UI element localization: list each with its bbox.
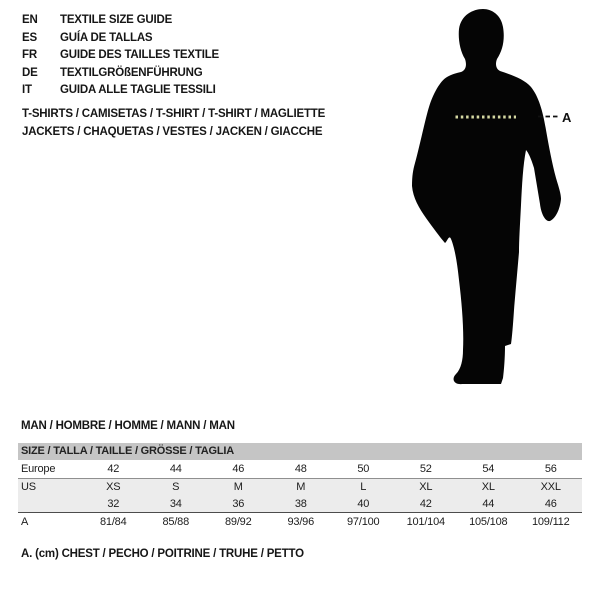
table-row-chest-a (18, 512, 582, 531)
language-row (22, 65, 219, 83)
table-cell: S (172, 481, 180, 493)
size-table-header: SIZE / TALLA / TAILLE / GRÖSSE / TAGLIA (18, 443, 582, 460)
table-cell: 105/108 (469, 516, 508, 528)
man-silhouette (412, 9, 561, 384)
table-cell: XS (106, 481, 121, 493)
category-line: T-SHIRTS / CAMISETAS / T-SHIRT / T-SHIRT / MAGLIETTE (22, 108, 326, 120)
table-cell: M (233, 481, 243, 493)
language-label: GUÍA DE TALLAS (60, 31, 153, 44)
table-cell: 48 (294, 463, 307, 475)
table-cell: 97/100 (347, 516, 380, 528)
table-cell: 42 (107, 463, 120, 475)
table-band (18, 479, 582, 512)
measurement-footnote: A. (cm) CHEST / PECHO / POITRINE / TRUHE / PETTO (21, 548, 304, 560)
table-row-numeric (18, 495, 582, 512)
table-cell: XL (419, 481, 433, 493)
language-row (22, 12, 219, 30)
table-cell: 38 (294, 497, 307, 510)
table-cell: L (360, 481, 367, 493)
language-label: GUIDA ALLE TAGLIE TESSILI (60, 84, 216, 96)
table-cell: 109/112 (531, 516, 570, 528)
table-cell: 85/88 (162, 516, 190, 528)
row-label: A (21, 516, 29, 528)
table-cell: 44 (169, 463, 182, 475)
table-cell: 46 (232, 463, 245, 475)
table-cell: 42 (419, 497, 432, 510)
language-code: IT (22, 84, 32, 96)
row-label: Europe (21, 463, 56, 475)
table-row-europe (18, 460, 582, 479)
language-label: TEXTILGRÖßENFÜHRUNG (60, 66, 203, 79)
measure-label-a: A (562, 110, 572, 125)
table-cell: 54 (482, 463, 495, 475)
section-title: MAN / HOMBRE / HOMME / MANN / MAN (21, 420, 235, 432)
table-cell: 89/92 (224, 516, 252, 528)
language-row (22, 47, 219, 65)
table-cell: 93/96 (287, 516, 315, 528)
table-cell: 36 (232, 497, 245, 510)
man-silhouette-figure (405, 0, 585, 400)
table-cell: XXL (540, 481, 561, 493)
size-table (18, 443, 582, 531)
language-code: FR (22, 49, 37, 61)
table-cell: 101/104 (406, 516, 445, 528)
table-cell: 34 (169, 497, 182, 510)
table-cell: 81/84 (99, 516, 127, 528)
table-cell: XL (481, 481, 495, 493)
row-label: US (21, 481, 36, 493)
table-cell: M (296, 481, 306, 493)
language-list (22, 12, 219, 100)
table-cell: 44 (482, 497, 495, 510)
category-line: JACKETS / CHAQUETAS / VESTES / JACKEN / GIACCHE (22, 125, 323, 138)
language-label: GUIDE DES TAILLES TEXTILE (60, 49, 219, 61)
language-code: DE (22, 66, 38, 79)
table-cell: 46 (544, 497, 557, 510)
language-row (22, 30, 219, 48)
language-code: ES (22, 31, 37, 44)
table-cell: 52 (419, 463, 432, 475)
category-list (22, 106, 325, 141)
language-code: EN (22, 14, 38, 26)
table-cell: 40 (357, 497, 370, 510)
table-row-us (18, 479, 582, 495)
table-cell: 50 (357, 463, 370, 475)
table-cell: 32 (107, 497, 120, 510)
language-row (22, 82, 219, 100)
language-label: TEXTILE SIZE GUIDE (60, 14, 173, 26)
table-cell: 56 (544, 463, 557, 475)
